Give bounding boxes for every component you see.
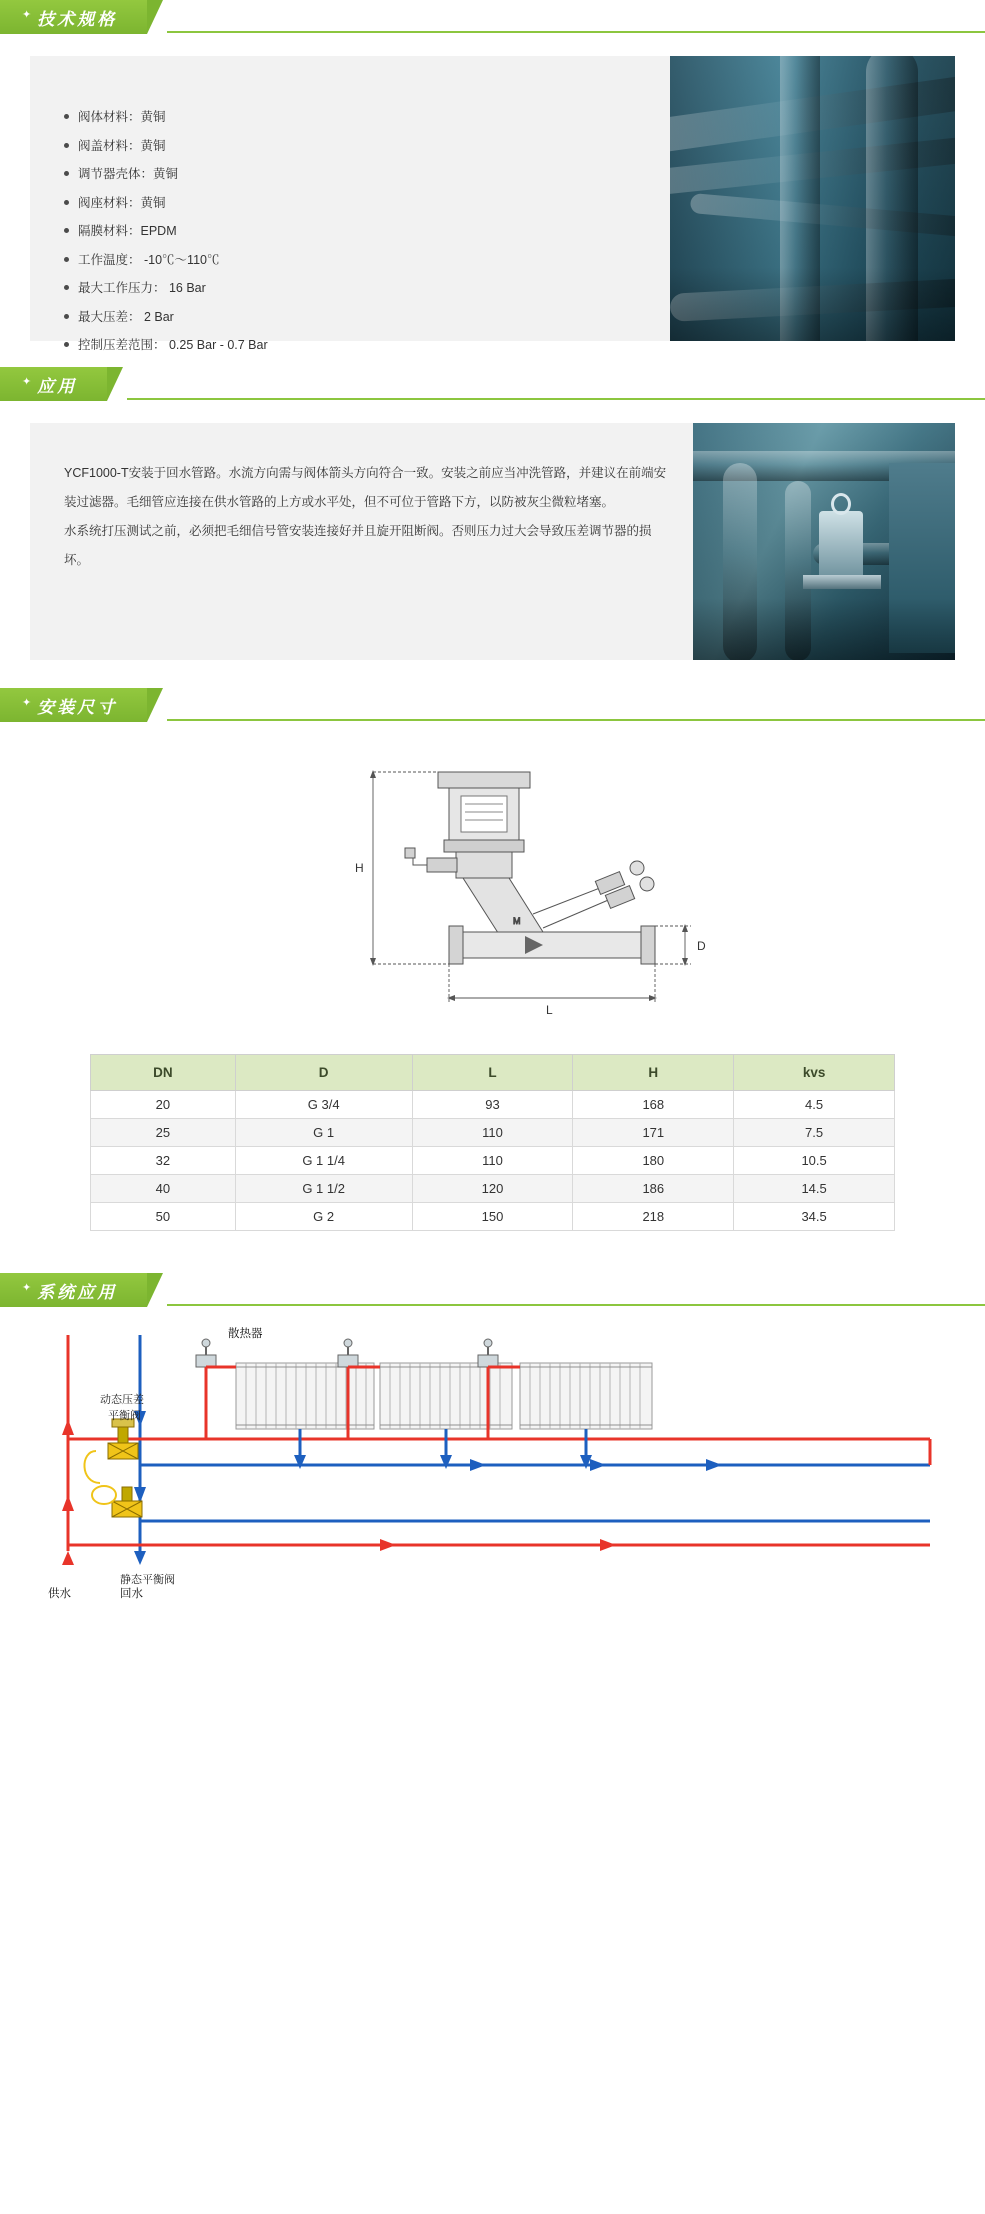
cell-d: G 1 1/2: [235, 1175, 412, 1203]
dimension-label-h: H: [354, 861, 364, 875]
dimension-label-d: D: [696, 939, 706, 953]
system-diagram: [0, 1315, 985, 1615]
cell-kvs: 7.5: [734, 1119, 895, 1147]
dimension-table-wrap: [90, 1054, 895, 1231]
table-row: [91, 1119, 895, 1147]
cell-kvs: 34.5: [734, 1203, 895, 1231]
cell-h: 171: [573, 1119, 734, 1147]
list-item: 控制压差范围： 0.25 Bar - 0.7 Bar: [64, 336, 670, 354]
cell-h: 168: [573, 1091, 734, 1119]
col-d: D: [235, 1055, 412, 1091]
label-static-valve: 静态平衡阀: [120, 1574, 175, 1586]
section-title-spec: 技术规格: [37, 9, 118, 29]
dimension-drawing: [0, 736, 985, 1036]
ribbon-spec: [0, 0, 147, 34]
section-rule-install: [167, 688, 985, 721]
ribbon-install: [0, 688, 147, 722]
cell-d: G 1 1/4: [235, 1147, 412, 1175]
table-row: [91, 1203, 895, 1231]
section-title-application: 应用: [37, 376, 78, 396]
list-item: 阀体材料：黄铜: [64, 108, 670, 126]
cell-kvs: 10.5: [734, 1147, 895, 1175]
cell-kvs: 4.5: [734, 1091, 895, 1119]
cell-dn: 40: [91, 1175, 236, 1203]
spec-panel: [30, 56, 955, 352]
section-rule-system: [167, 1273, 985, 1306]
cell-d: G 3/4: [235, 1091, 412, 1119]
cell-kvs: 14.5: [734, 1175, 895, 1203]
section-rule-spec: [167, 0, 985, 33]
cell-h: 186: [573, 1175, 734, 1203]
application-panel: [30, 423, 955, 660]
table-row: [91, 1147, 895, 1175]
list-item: 最大工作压力： 16 Bar: [64, 279, 670, 297]
application-paragraph: 水系统打压测试之前，必须把毛细信号管安装连接好并且旋开阻断阀。否则压力过大会导致压差调节器的损坏。: [64, 524, 652, 567]
cell-l: 93: [412, 1091, 573, 1119]
section-header-application: [0, 367, 985, 401]
section-title-system: 系统应用: [37, 1282, 118, 1302]
section-header-install: [0, 688, 985, 722]
col-l: L: [412, 1055, 573, 1091]
list-item: 最大压差： 2 Bar: [64, 308, 670, 326]
section-rule-application: [127, 367, 985, 400]
valve-installation-photo: [693, 423, 955, 660]
system-diagram-svg: [0, 1315, 985, 1615]
photo-vignette: [670, 267, 955, 341]
cell-dn: 20: [91, 1091, 236, 1119]
table-row: [91, 1175, 895, 1203]
ribbon-system: [0, 1273, 147, 1307]
section-header-system: [0, 1273, 985, 1307]
list-item: 阀座材料：黄铜: [64, 194, 670, 212]
cell-d: G 1: [235, 1119, 412, 1147]
label-supply: 供水: [48, 1588, 71, 1600]
cell-dn: 50: [91, 1203, 236, 1231]
dimension-table: [90, 1054, 895, 1231]
check-icon: ✦: [22, 697, 32, 709]
cell-l: 110: [412, 1147, 573, 1175]
cell-h: 218: [573, 1203, 734, 1231]
cell-dn: 25: [91, 1119, 236, 1147]
cell-l: 150: [412, 1203, 573, 1231]
application-text: [30, 423, 693, 660]
cell-l: 120: [412, 1175, 573, 1203]
section-title-install: 安装尺寸: [37, 697, 118, 717]
valve-dimension-svg: [213, 736, 773, 1036]
list-item: 阀盖材料：黄铜: [64, 137, 670, 155]
col-dn: DN: [91, 1055, 236, 1091]
cell-l: 110: [412, 1119, 573, 1147]
list-item: 调节器壳体：黄铜: [64, 165, 670, 183]
cell-h: 180: [573, 1147, 734, 1175]
table-header-row: [91, 1055, 895, 1091]
check-icon: ✦: [22, 9, 32, 21]
label-radiator: 散热器: [228, 1328, 263, 1340]
col-kvs: kvs: [734, 1055, 895, 1091]
list-item: 隔膜材料：EPDM: [64, 222, 670, 240]
photo-vignette: [693, 598, 955, 660]
list-item: 工作温度： -10℃～110℃: [64, 251, 670, 269]
check-icon: ✦: [22, 1282, 32, 1294]
label-dynamic-valve-2: 平衡阀: [108, 1410, 141, 1422]
ribbon-application: [0, 367, 107, 401]
label-dynamic-valve-1: 动态压差: [100, 1394, 144, 1406]
table-row: [91, 1091, 895, 1119]
dimension-label-l: L: [545, 1003, 553, 1017]
svg-text:M: M: [512, 916, 520, 926]
col-h: H: [573, 1055, 734, 1091]
application-paragraph: YCF1000-T安装于回水管路。水流方向需与阀体箭头方向符合一致。安装之前应当冲洗管路，并建议在前端安装过滤器。毛细管应连接在供水管路的上方或水平处，但不可位于管路下方，以防被灰尘微粒堵塞。: [64, 466, 667, 509]
section-header-spec: [0, 0, 985, 34]
cell-dn: 32: [91, 1147, 236, 1175]
spec-list: [30, 72, 670, 352]
cell-d: G 2: [235, 1203, 412, 1231]
label-return: 回水: [120, 1588, 143, 1600]
pipework-photo: [670, 56, 955, 341]
check-icon: ✦: [22, 376, 32, 388]
